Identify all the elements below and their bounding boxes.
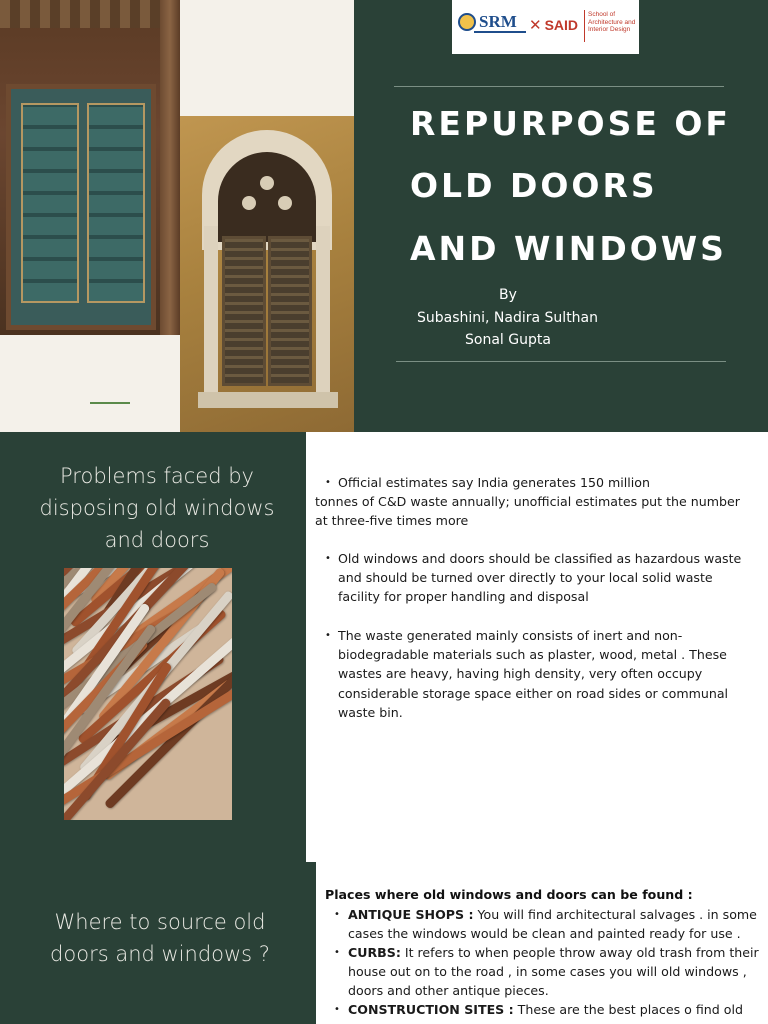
old-door-image (0, 0, 180, 335)
institution-logo (452, 0, 639, 54)
title-panel (354, 0, 768, 432)
decorative-dash (90, 402, 130, 404)
place-item: • ANTIQUE SHOPS : You will find architectural salvages . in some cases the windows would be clean and painted ready for use . (334, 907, 757, 942)
title-divider-top (394, 86, 724, 87)
said-logo-text: SAID (544, 17, 579, 33)
old-window-image (180, 116, 354, 432)
title-divider-bottom (396, 361, 726, 362)
problem-bullet-3: • The waste generated mainly consists of inert and non-biodegradable materials such as plaster, wood, metal . These wastes are heavy, having high density, very often occupy considerable storage space either on road sides or communal waste bin. (325, 628, 729, 720)
problems-heading: Problems faced by disposing old windows and doors (39, 464, 275, 552)
said-mark-icon: ✕ (529, 16, 542, 34)
authors-line-2: Sonal Gupta (465, 332, 551, 348)
scrap-window-frames-image (64, 568, 232, 820)
srm-seal-icon (458, 13, 476, 31)
place-item: • CONSTRUCTION SITES : These are the best places o find old (334, 1002, 743, 1017)
srm-logo-text: SRM (479, 12, 517, 31)
page-title-line-1: REPURPOSE OF (410, 104, 731, 143)
problem-bullet-2: • Old windows and doors should be classified as hazardous waste and should be turned over directly to your local solid waste facility for proper handling and disposal (325, 551, 742, 605)
authors-line-1: Subashini, Nadira Sulthan (416, 310, 599, 326)
place-item: • CURBS: It refers to when people throw away old trash from their house out on to the road , in some cases you will old windows , doors and other antique pieces. (334, 945, 759, 999)
page-title-line-2: OLD DOORS (410, 166, 658, 205)
source-heading: Where to source old doors and windows ? (50, 910, 270, 966)
school-name: School of Architecture and Interior Design (588, 11, 636, 33)
byline-by: By (499, 287, 517, 303)
places-title: Places where old windows and doors can be found : (325, 887, 693, 902)
collage-background-top (180, 0, 354, 116)
page-title-line-3: AND WINDOWS (410, 229, 727, 268)
problem-bullet-1: • Official estimates say India generates 150 million tonnes of C&D waste annually; unofficial estimates put the number at three-five times more (315, 475, 740, 529)
